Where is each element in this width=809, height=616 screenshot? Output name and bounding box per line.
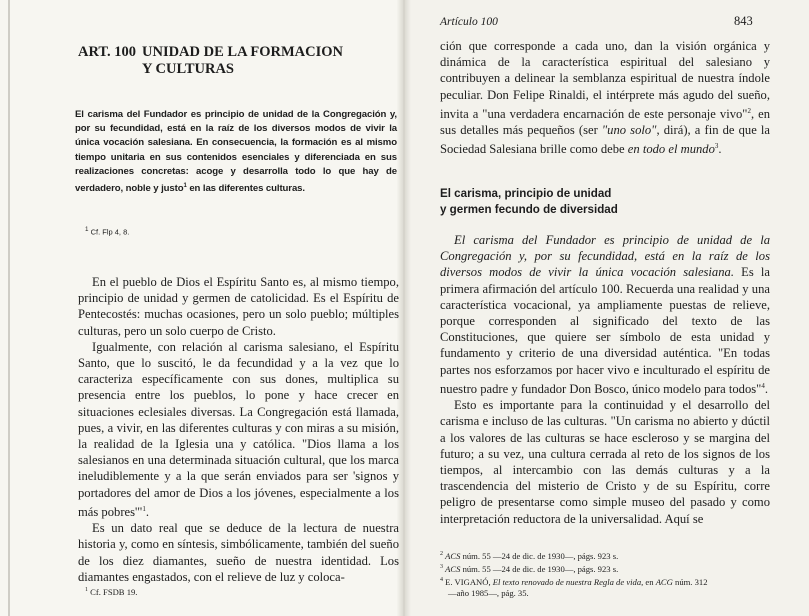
right-paragraph-1: El carisma del Fundador es principio de unidad de la Congregación y, por su fecundidad, está en la raíz de los diversos modos de vivir la única vocación salesiana. Es la primera afirmación del artículo 100. Recuerda una realidad y una característica vocacional, ya ampliamente puestas de relieve, porque corresponden al significado del texto de las Constituciones, que quiere ser símbolo de esta unidad y fundamento y criterio de una diversidad auténtica. "En todas partes nos esforzamos por hacer vivo e inculturado el espíritu de nuestro padre y fundador Don Bosco, único modelo para todos"$^4$. bbox=[440, 233, 770, 397]
footnote-3 bbox=[440, 562, 770, 575]
rule-note-mark: 1 bbox=[183, 183, 187, 190]
rule-footnote-mark: 1 bbox=[85, 226, 89, 233]
left-paragraph-3: Es un dato real que se deduce de la lectura de nuestra historia y, como en síntesis, simbólicamente, también del sueño de los diez diamantes, sueño de nuestra identidad. Los diamantes engastados, con el relieve de luz y coloca- bbox=[78, 521, 399, 584]
opening-tail-b: , dirá), a fin de que la Sociedad Salesiana brille como debe bbox=[440, 123, 770, 157]
right-paragraph-2: Esto es importante para la continuidad y el desarrollo del carisma e incluso de las culturas. "Un carisma no abierto y dúctil a los valores de las culturas se hace escleroso y se margina del futuro; a su vez, una cultura cerrada al reto de los signos de los tiempos, al intercambio con las demás culturas y a la trascendencia del misterio de Cristo y de su Espíritu, corre peligro de presentarse como simple museo del pasado y como interpretación reductora de la universalidad. Aquí se bbox=[440, 398, 770, 526]
rule-footnote bbox=[85, 226, 129, 237]
article-title-line2: Y CULTURAS bbox=[142, 61, 234, 77]
footnote-3-mark: 3 bbox=[440, 563, 443, 570]
footnote-4-source: ACG bbox=[655, 576, 673, 587]
article-title bbox=[142, 44, 342, 78]
opening-tail-a: , en sus detalles más pequeños (ser bbox=[440, 107, 771, 138]
footnote-2-text: núm. 55 —24 de dic. de 1930—, págs. 923 s. bbox=[460, 550, 619, 561]
right-commentary bbox=[440, 232, 770, 527]
rule-footnote-text: Cf. Flp 4, 8. bbox=[90, 227, 130, 237]
article-title-line1: UNIDAD DE LA FORMACION bbox=[142, 44, 343, 60]
left-paragraph-2: Igualmente, con relación al carisma salesiano, el Espíritu Santo, que lo suscitó, le da fecundidad y a la vez que lo caracteriza específicamente con sus dones, multiplica su presencia entre los pueblos, lo pone y hace crecer en situaciones eclesiales diversas. La Congregación está llamada, pues, a vivir, en las diferentes culturas y con miras a su misión, la realidad de la Iglesia una y católica. "Dios llama a los salesianos en una determinada situación cultural, que los marca ineludiblemente y a la que serán enviados para ser 'signos y portadores del amor de Dios a los jóvenes, especialmente a los más pobres'"$^1$. bbox=[78, 339, 399, 520]
page-edge-line bbox=[8, 0, 10, 616]
left-paragraph-2-note: 1 bbox=[142, 504, 146, 513]
left-paragraph-2-text: Igualmente, con relación al carisma salesiano, el Espíritu Santo, que lo suscitó, le da fecundidad y a la vez que lo caracteriza específicamente con sus dones, multiplica su presencia entre los pueblos, lo pone y hace crecer en situaciones eclesiales diversas. La Congregación está llamada, pues, a vivir, en las diferentes culturas y con miras a su misión, la realidad de la Iglesia una y católica. "Dios llama a los salesianos en una determinada situación cultural, que los marca ineludiblemente y a la que serán enviados para ser 'signos y portadores del amor de Dios a los jóvenes, especialmente a los más pobres'" bbox=[78, 339, 399, 520]
left-footnote-mark: 1 bbox=[85, 587, 88, 594]
right-paragraph-1-italic: El carisma del Fundador es principio de unidad de la Congregación y, por su fecundidad, está en la raíz de los diversos modos de vivir la única vocación salesiana. bbox=[440, 233, 770, 280]
footnote-4-connector: , en bbox=[641, 576, 656, 587]
footnote-4-author: E. VIGANÓ, bbox=[445, 576, 493, 587]
opening-note-2: 3 bbox=[714, 142, 719, 151]
right-opening-text bbox=[440, 38, 770, 158]
footnote-2 bbox=[440, 549, 770, 562]
section-heading-line1: El carisma, principio de unidad bbox=[440, 187, 612, 200]
running-head: Artículo 100 bbox=[440, 16, 498, 28]
right-opening-paragraph: ción que corresponde a cada uno, dan la visión orgánica y dinámica de la característica espiritual del salesiano y contribuyen a delinear la semblanza espiritual de nuestra índole peculiar. Don Felipe Rinaldi, el intérprete más agudo del sueño, invita a "una verdadera encarnación de este personaje vivo"$^2$, en sus detalles más pequeños (ser "uno solo", dirá), a fin de que la Sociedad Salesiana brille como debe en todo el mundo$^3$. bbox=[440, 39, 771, 157]
opening-note: 2 bbox=[747, 106, 751, 115]
footnote-4-issue: núm. 312 bbox=[672, 576, 708, 587]
right-paragraph-1-note: 4 bbox=[761, 381, 765, 390]
footnote-3-text: núm. 55 —24 de dic. de 1930—, págs. 923 s. bbox=[460, 563, 619, 574]
page-number: 843 bbox=[734, 14, 753, 28]
footnote-2-mark: 2 bbox=[440, 551, 443, 557]
footnote-4-line2: —año 1985—, pág. 35. bbox=[448, 587, 529, 598]
rule-text-body: El carisma del Fundador es principio de unidad de la Congregación y, por su fecundidad, está en la raíz de los diversos modos de vivir la única vocación salesiana. En consecuencia, la formación es al mismo tiempo unitaria en sus contenidos esenciales y diferenciada en sus realizaciones concretas: acoge y desarrolla todo lo que hay de verdadero, noble y justo bbox=[75, 109, 397, 195]
article-number: ART. 100 bbox=[78, 44, 137, 60]
footnote-2-source: ACS bbox=[445, 550, 461, 561]
opening-text: ción que corresponde a cada uno, dan la visión orgánica y dinámica de la característica espiritual del salesiano y contribuyen a delinear la semblanza espiritual de nuestra índole peculiar. Don Felipe Rinaldi, el intérprete más agudo del sueño, invita a "una verdadera encarnación de este personaje vivo" bbox=[440, 39, 770, 121]
footnote-4 bbox=[440, 575, 770, 588]
rule-text-end: en las diferentes culturas. bbox=[186, 183, 305, 195]
right-paragraph-1-rest: Es la primera afirmación del artículo 100. Recuerda una realidad y una característica vocacional, ya ampliamente puestas de relieve, porque corresponden al significado del texto de las Constituciones, que quiere ser símbolo de esta unidad y fundamento y criterio de una diversidad auténtica. "En todas partes nos esforzamos por hacer vivo e inculturado el espíritu de nuestro padre y fundador Don Bosco, único modelo para todos" bbox=[440, 265, 770, 397]
constitution-rule-text bbox=[75, 108, 397, 196]
section-heading bbox=[440, 186, 740, 217]
footnote-4-mark: 4 bbox=[440, 576, 443, 583]
footnote-4-title: El texto renovado de nuestra Regla de vida bbox=[492, 576, 642, 587]
book-gutter bbox=[397, 0, 411, 616]
footnote-3-source: ACS bbox=[445, 563, 461, 574]
left-footnote bbox=[85, 587, 137, 597]
right-footnotes bbox=[440, 549, 770, 599]
left-paragraph-1: En el pueblo de Dios el Espíritu Santo es, al mismo tiempo, principio de unidad y germen de catolicidad. Es el Espíritu de Pentecostés: muchas ocasiones, pero un solo pueblo; múltiples culturas, pero un solo cuerpo de Cristo. bbox=[78, 275, 399, 338]
left-footnote-text: Cf. FSDB 19. bbox=[90, 587, 138, 597]
opening-italic-end: en todo el mundo bbox=[627, 142, 715, 157]
left-commentary bbox=[78, 274, 399, 585]
section-heading-line2: y germen fecundo de diversidad bbox=[440, 202, 618, 216]
opening-quote: "uno solo" bbox=[601, 123, 657, 138]
